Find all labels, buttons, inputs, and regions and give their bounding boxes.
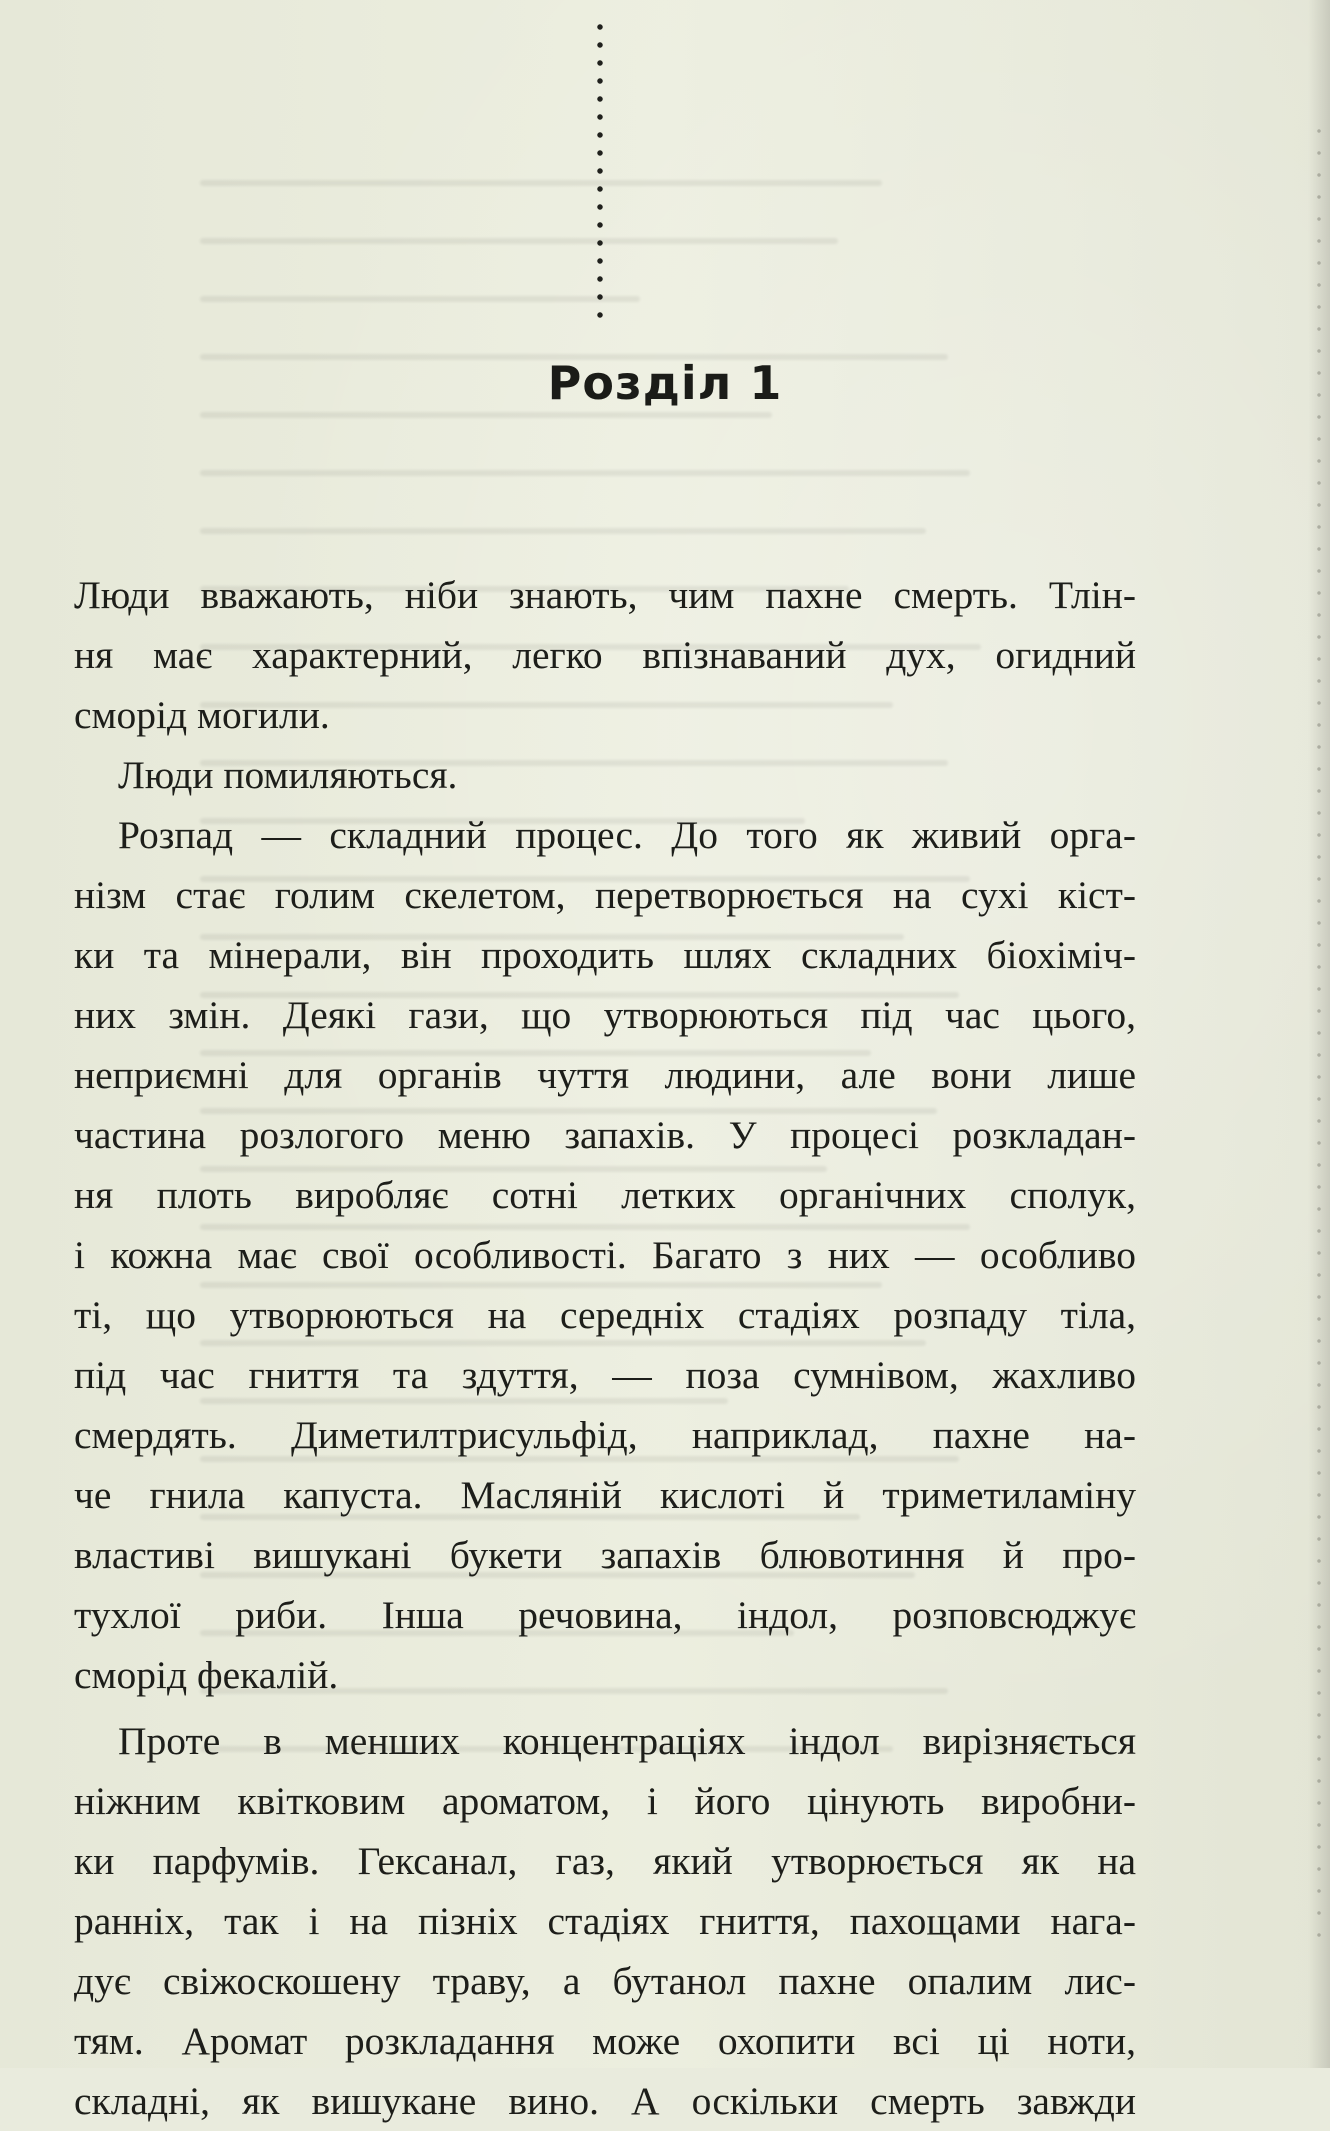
text-line: ня має характерний, легко впізнаваний дух, огидний (74, 633, 1136, 677)
text-line: неприємні для органів чуття людини, але вони лише (74, 1053, 1136, 1097)
text-line: нізм стає голим скелетом, перетворюється на сухі кіст- (74, 873, 1136, 917)
text-line: ранніх, так і на пізніх стадіях гниття, пахощами нага- (74, 1899, 1136, 1943)
text-line: Проте в менших концентраціях індол вирізняється (118, 1719, 1136, 1763)
text-line: Люди вважають, ніби знають, чим пахне смерть. Тлін- (74, 573, 1136, 617)
text-line: ті, що утворюються на середніх стадіях розпаду тіла, (74, 1293, 1136, 1337)
text-line: Люди помиляються. (118, 753, 458, 797)
paragraph-4 (74, 1711, 1136, 2131)
text-line: ніжним квітковим ароматом, і його цінують виробни- (74, 1779, 1136, 1823)
text-line: ня плоть виробляє сотні летких органічних сполук, (74, 1173, 1136, 1217)
text-line: Розпад — складний процес. До того як живий орга- (118, 813, 1136, 857)
text-line: тухлої риби. Інша речовина, індол, розповсюджує (74, 1593, 1136, 1637)
text-line: че гнила капуста. Масляній кислоті й триметиламіну (74, 1473, 1136, 1517)
text-line: них змін. Деякі гази, що утворюються під час цього, (74, 993, 1136, 1037)
paragraph-3 (74, 805, 1136, 1705)
body-text (74, 565, 1136, 2131)
text-line: сморід фекалій. (74, 1653, 339, 1697)
text-line: ки парфумів. Гексанал, газ, який утворюється як на (74, 1839, 1136, 1883)
text-line: ки та мінерали, він проходить шлях складних біохіміч- (74, 933, 1136, 977)
text-line: тям. Аромат розкладання може охопити всі ці ноти, (74, 2019, 1136, 2063)
text-line: дує свіжоскошену траву, а бутанол пахне опалим лис- (74, 1959, 1136, 2003)
paragraph-2 (74, 745, 1136, 805)
paragraph-1 (74, 565, 1136, 745)
text-line: під час гниття та здуття, — поза сумнівом, жахливо (74, 1353, 1136, 1397)
text-line: частина розлогого меню запахів. У процесі розкладан- (74, 1113, 1136, 1157)
text-line: і кожна має свої особливості. Багато з них — особливо (74, 1233, 1136, 1277)
text-line: властиві вишукані букети запахів блювотиння й про- (74, 1533, 1136, 1577)
text-line: складні, як вишукане вино. А оскільки смерть завжди (74, 2079, 1136, 2123)
text-line: смердять. Диметилтрисульфід, наприклад, пахне на- (74, 1413, 1136, 1457)
chapter-dotted-rule (597, 18, 603, 328)
text-line: сморід могили. (74, 693, 330, 737)
chapter-title: Розділ 1 (547, 356, 783, 410)
